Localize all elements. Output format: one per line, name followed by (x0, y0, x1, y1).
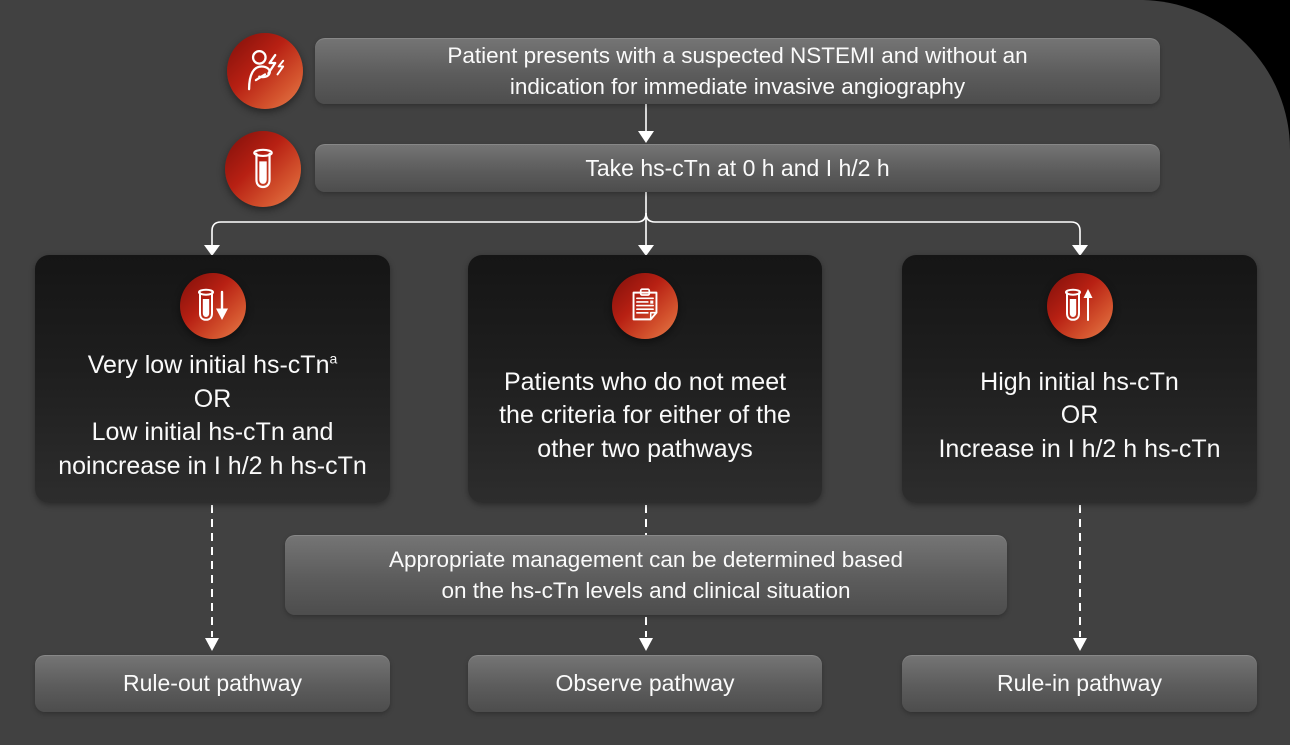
branch-text-segment: Very low initial hs-cTn (87, 351, 330, 379)
rule-out-pathway-box (35, 655, 390, 712)
arrow-split-left (212, 213, 646, 245)
clipboard-icon (612, 273, 678, 339)
arrowhead-rule-in (1073, 638, 1087, 651)
test-tube-icon (225, 131, 301, 207)
observe-pathway-box (468, 655, 822, 712)
observe-pathway-label: Observe pathway (555, 670, 735, 696)
branch-observe-box (468, 255, 822, 503)
branch-observe-text (499, 339, 791, 503)
flow-start-line-2: indication for immediate invasive angiography (509, 74, 966, 99)
management-note-line-2: on the hs-cTn levels and clinical situation (441, 578, 851, 603)
take-hs-ctn-box (315, 144, 1160, 192)
arrowhead-rule-out (205, 638, 219, 651)
branch-text-line: the criteria for either of the (499, 401, 791, 430)
management-note-line-1: Appropriate management can be determined based (388, 547, 904, 572)
arrowhead-observe (639, 638, 653, 651)
branch-text-line: High initial hs-cTn (980, 367, 1179, 396)
rule-in-pathway-label: Rule-in pathway (997, 670, 1162, 696)
patient-chest-pain-icon (227, 33, 303, 109)
branch-text-line: OR (1060, 401, 1099, 430)
branch-rule-out-box (35, 255, 390, 503)
test-tube-up-arrow-icon (1047, 273, 1113, 339)
branch-rule-in-text (938, 339, 1220, 503)
arrowhead-step2 (638, 131, 654, 143)
branch-text-line: noincrease in I h/2 h hs-cTn (58, 451, 367, 480)
branch-text-line (58, 349, 367, 383)
take-hs-ctn-label: Take hs-cTn at 0 h and I h/2 h (585, 154, 890, 181)
branch-rule-in-box (902, 255, 1257, 503)
flow-start-box (315, 38, 1160, 104)
branch-text-line: Low initial hs-cTn and (91, 418, 334, 446)
footnote-marker: a (329, 350, 338, 367)
branch-text-line: Patients who do not meet (503, 367, 787, 396)
rule-out-pathway-label: Rule-out pathway (123, 670, 302, 696)
branch-rule-out-text (58, 339, 367, 503)
test-tube-down-arrow-icon (180, 273, 246, 339)
rule-in-pathway-box (902, 655, 1257, 712)
arrow-split-right (646, 213, 1080, 245)
branch-text-line: Increase in I h/2 h hs-cTn (938, 434, 1221, 463)
branch-text-line: other two pathways (537, 434, 753, 463)
flow-start-line-1: Patient presents with a suspected NSTEMI and without an (447, 43, 1028, 68)
management-note-box (285, 535, 1007, 615)
branch-text-line: OR (193, 384, 232, 413)
